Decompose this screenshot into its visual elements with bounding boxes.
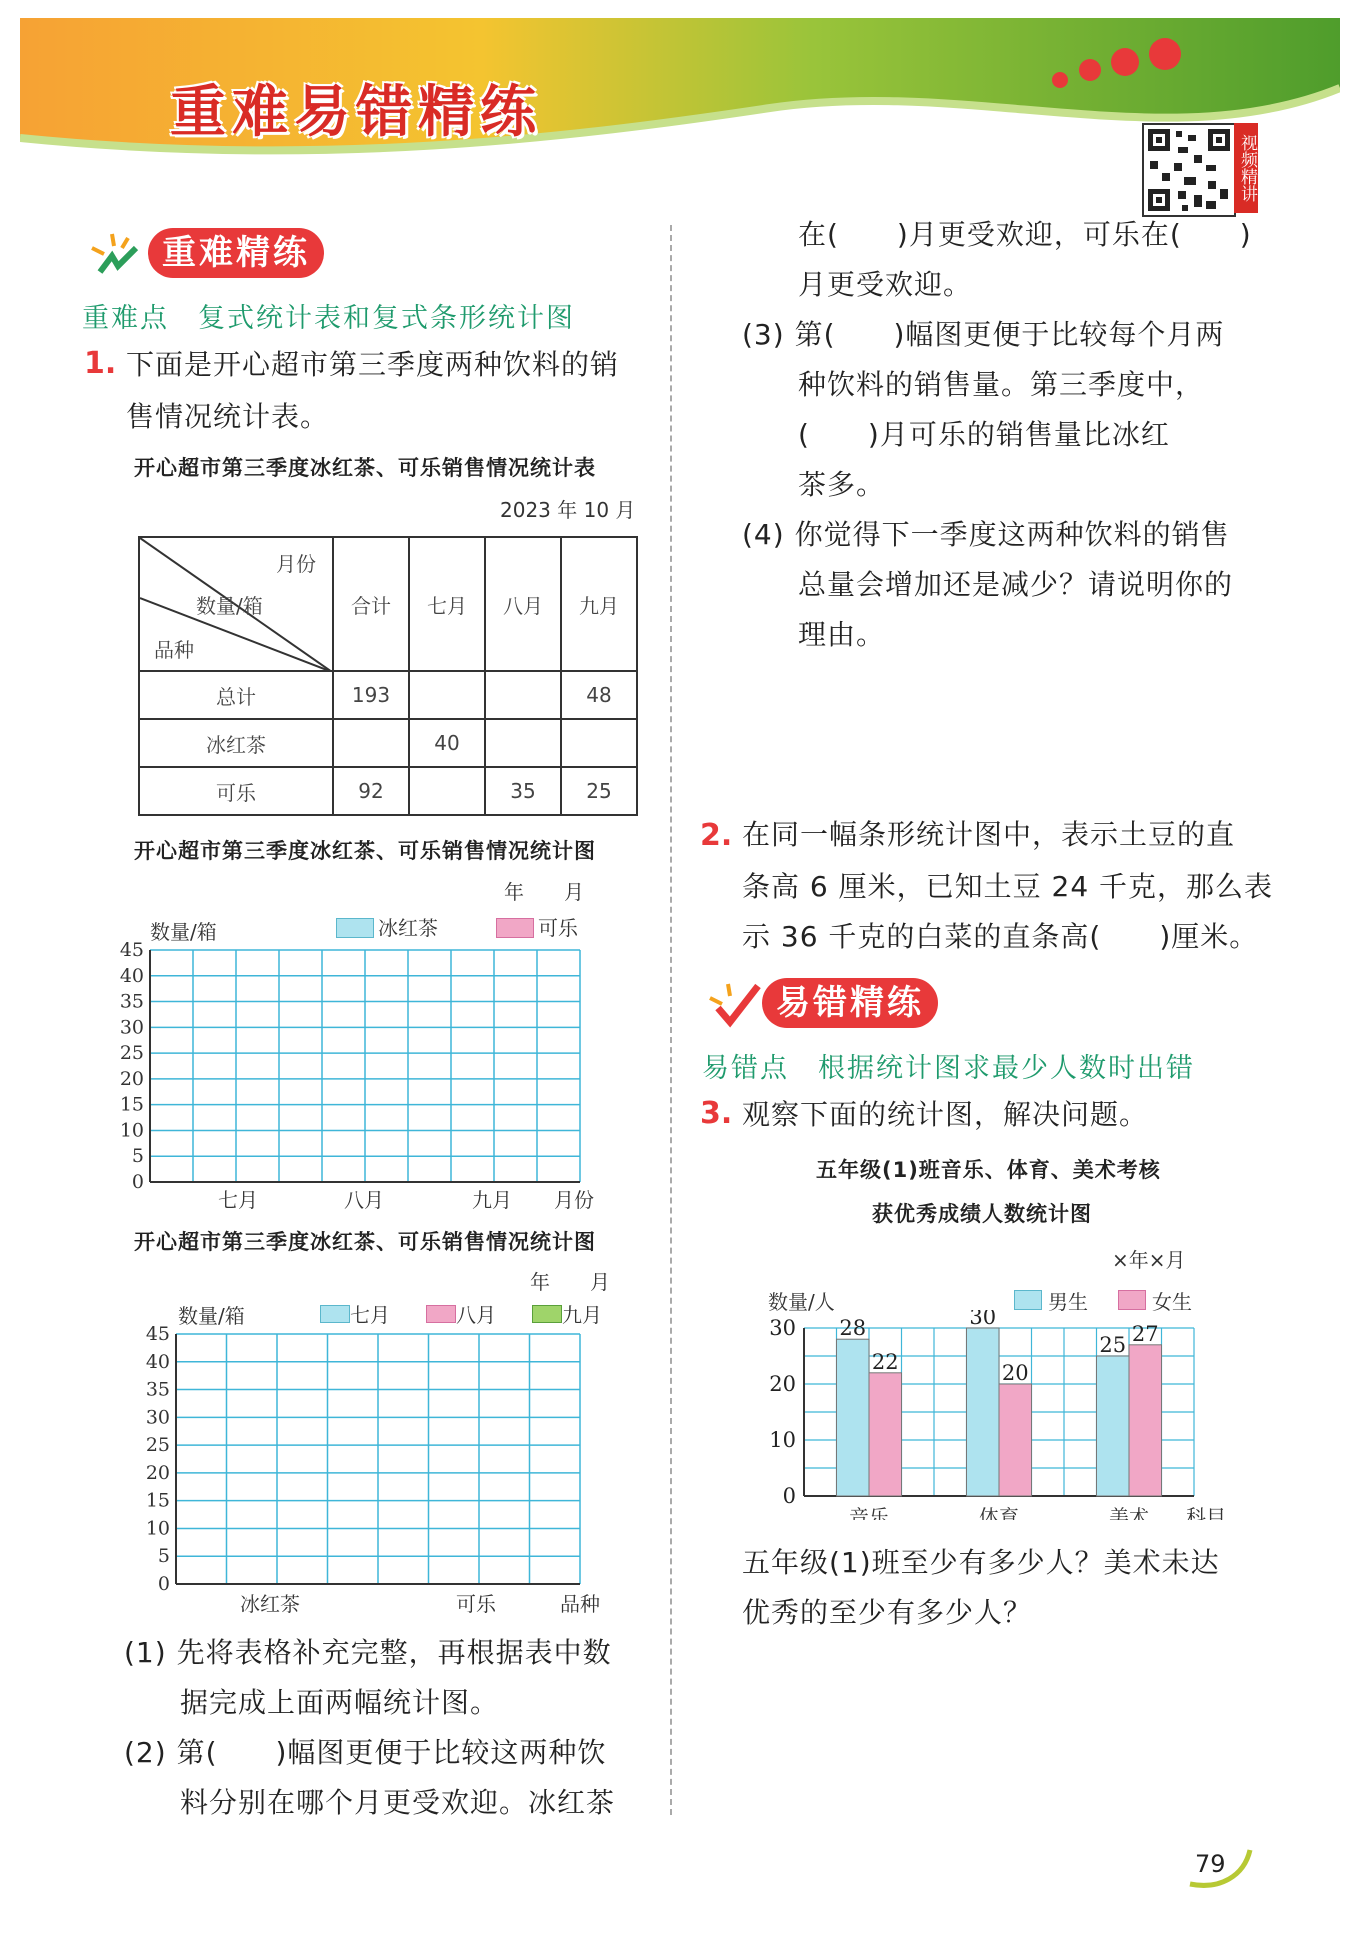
legend-swatch-girls <box>1118 1290 1146 1310</box>
legend-swatch-icetea <box>336 918 374 938</box>
y-tick-label: 20 <box>120 1067 144 1090</box>
legend-swatch-august <box>426 1305 456 1323</box>
header-qty: 数量/箱 <box>196 594 263 618</box>
y-tick-label: 40 <box>120 964 144 987</box>
x-label: 八月 <box>344 1188 384 1212</box>
q3-question: 优秀的至少有多少人？ <box>742 1596 1033 1629</box>
table-header-diagonal <box>139 537 333 671</box>
chart1-ylabel: 数量/箱 <box>150 920 217 944</box>
y-tick-label: 15 <box>120 1093 144 1116</box>
question-number: 1. <box>84 346 117 381</box>
y-tick-label: 20 <box>145 1461 170 1484</box>
data-label: 27 <box>1131 1321 1159 1346</box>
x-axis-label: 科目 <box>1186 1505 1226 1520</box>
chart2-title: 开心超市第三季度冰红茶、可乐销售情况统计图 <box>134 1230 596 1254</box>
table-col-header: 合计 <box>333 537 409 671</box>
y-tick-label: 10 <box>769 1428 796 1452</box>
q1-sub3: ( )月可乐的销售量比冰红 <box>798 418 1170 451</box>
table-row-label: 冰红茶 <box>139 719 333 767</box>
y-tick-label: 15 <box>145 1489 170 1512</box>
q1-text-line: 下面是开心超市第三季度两种饮料的销 <box>126 348 620 381</box>
table-col-header: 九月 <box>561 537 637 671</box>
q1-sub4: 总量会增加还是减少？请说明你的 <box>798 568 1234 601</box>
table-cell[interactable] <box>409 767 485 815</box>
x-axis-name: 品种 <box>560 1592 600 1616</box>
y-tick-label: 45 <box>120 940 144 961</box>
column-divider <box>670 225 672 1815</box>
data-label: 20 <box>1001 1361 1029 1385</box>
q1-sub3: 茶多。 <box>798 468 886 501</box>
table-cell[interactable] <box>409 671 485 719</box>
q1-sub2: (2) 第( )幅图更便于比较这两种饮 <box>124 1736 607 1769</box>
checkmark-icon <box>702 978 762 1028</box>
table-cell[interactable] <box>333 719 409 767</box>
legend-swatch-july <box>320 1305 350 1323</box>
y-tick-label: 25 <box>145 1434 170 1457</box>
chart-date: ×年×月 <box>1112 1248 1186 1272</box>
section-badge-hard: 重难精练 <box>148 228 324 278</box>
keypoint-hard: 重难点 复式统计表和复式条形统计图 <box>82 303 575 334</box>
y-tick-label: 10 <box>145 1517 170 1540</box>
table-cell[interactable] <box>485 671 561 719</box>
table-row-label: 总计 <box>139 671 333 719</box>
table-title: 开心超市第三季度冰红茶、可乐销售情况统计表 <box>134 456 596 480</box>
x-tick-label: 音乐 <box>849 1505 889 1520</box>
table-row-label: 可乐 <box>139 767 333 815</box>
x-label: 可乐 <box>456 1592 496 1616</box>
table-cell[interactable] <box>561 719 637 767</box>
blank-grid-chart-1 <box>120 940 600 1190</box>
x-tick-label: 美术 <box>1109 1505 1149 1520</box>
legend-label: 男生 <box>1048 1290 1088 1314</box>
data-label: 25 <box>1099 1333 1127 1357</box>
q2-text: 条高 6 厘米，已知土豆 24 千克，那么表 <box>742 870 1274 903</box>
chart-title: 五年级(1)班音乐、体育、美术考核 <box>816 1158 1161 1182</box>
q2-text: 在同一幅条形统计图中，表示土豆的直 <box>742 818 1236 851</box>
q1-sub4: (4) 你觉得下一季度这两种饮料的销售 <box>742 518 1230 551</box>
bar-boys <box>837 1339 870 1496</box>
chart1-title: 开心超市第三季度冰红茶、可乐销售情况统计图 <box>134 839 596 863</box>
legend-label: 九月 <box>562 1303 602 1327</box>
bar-chart <box>760 1310 1240 1520</box>
y-tick-label: 10 <box>120 1119 144 1142</box>
chart-subtitle: 获优秀成绩人数统计图 <box>872 1202 1092 1226</box>
table-cell[interactable]: 92 <box>333 767 409 815</box>
x-label: 九月 <box>472 1188 512 1212</box>
stats-table <box>138 536 638 816</box>
y-tick-label: 30 <box>769 1316 796 1340</box>
question-number: 3. <box>700 1096 733 1131</box>
keypoint-error: 易错点 根据统计图求最少人数时出错 <box>702 1053 1195 1084</box>
y-tick-label: 30 <box>145 1406 170 1429</box>
bar-boys <box>1097 1356 1130 1496</box>
bar-boys <box>967 1328 1000 1496</box>
y-tick-label: 0 <box>782 1484 796 1508</box>
chart2-ylabel: 数量/箱 <box>178 1304 245 1328</box>
header-month: 月份 <box>276 552 316 576</box>
legend-swatch-boys <box>1014 1290 1042 1310</box>
y-tick-label: 25 <box>120 1042 144 1065</box>
bar-girls <box>1129 1345 1162 1496</box>
q1-sub3: 种饮料的销售量。第三季度中， <box>798 368 1205 401</box>
q3-text: 观察下面的统计图，解决问题。 <box>742 1098 1149 1131</box>
q3-question: 五年级(1)班至少有多少人？美术未达 <box>742 1546 1220 1579</box>
section-badge-error: 易错精练 <box>762 978 938 1028</box>
table-cell[interactable]: 193 <box>333 671 409 719</box>
sparkle-icon <box>82 228 142 278</box>
x-tick-label: 体育 <box>979 1505 1019 1520</box>
chart2-date: 年 月 <box>530 1270 610 1294</box>
data-label: 28 <box>839 1316 867 1341</box>
bar-girls <box>869 1373 902 1496</box>
chart1-date: 年 月 <box>504 880 584 904</box>
table-date: 2023 年 10 月 <box>500 498 636 522</box>
legend-label: 女生 <box>1152 1290 1192 1314</box>
legend-swatch-september <box>532 1305 562 1323</box>
legend-swatch-cola <box>496 918 534 938</box>
legend-label: 冰红茶 <box>378 916 438 940</box>
table-cell[interactable] <box>485 719 561 767</box>
y-tick-label: 35 <box>120 990 144 1013</box>
q1-sub2: 月更受欢迎。 <box>798 268 973 301</box>
legend-label: 七月 <box>350 1303 390 1327</box>
qr-code[interactable] <box>1142 123 1236 217</box>
x-label: 七月 <box>218 1188 258 1212</box>
table-cell[interactable]: 25 <box>561 767 637 815</box>
q1-sub4: 理由。 <box>798 618 886 651</box>
page-title: 重难易错精练 <box>170 80 542 145</box>
qr-label: 视频精讲 <box>1234 123 1258 213</box>
data-label: 22 <box>871 1349 899 1374</box>
y-tick-label: 5 <box>157 1545 170 1568</box>
y-tick-label: 35 <box>145 1378 170 1401</box>
y-tick-label: 30 <box>120 1016 144 1039</box>
x-axis-name: 月份 <box>554 1188 594 1212</box>
table-cell[interactable]: 40 <box>409 719 485 767</box>
page-number: 79 <box>1195 1850 1226 1878</box>
blank-grid-chart-2 <box>140 1324 600 1594</box>
table-cell[interactable]: 35 <box>485 767 561 815</box>
table-col-header: 八月 <box>485 537 561 671</box>
q1-text-line: 售情况统计表。 <box>126 400 330 433</box>
y-tick-label: 5 <box>131 1145 144 1168</box>
question-number: 2. <box>700 818 733 853</box>
q1-sub2: 在( )月更受欢迎，可乐在( ) <box>798 218 1252 251</box>
bar-girls <box>999 1384 1032 1496</box>
y-tick-label: 45 <box>145 1324 170 1345</box>
y-tick-label: 20 <box>769 1372 796 1396</box>
legend-label: 可乐 <box>538 916 578 940</box>
y-tick-label: 40 <box>145 1350 170 1373</box>
y-tick-label: 0 <box>157 1573 170 1594</box>
y-tick-label: 0 <box>131 1171 144 1190</box>
table-cell[interactable]: 48 <box>561 671 637 719</box>
table-col-header: 七月 <box>409 537 485 671</box>
data-label: 30 <box>969 1310 997 1329</box>
header-kind: 品种 <box>154 638 194 662</box>
q1-sub3: (3) 第( )幅图更便于比较每个月两 <box>742 318 1225 351</box>
q1-sub1: 据完成上面两幅统计图。 <box>180 1686 500 1719</box>
legend-label: 八月 <box>456 1303 496 1327</box>
q2-text: 示 36 千克的白菜的直条高( )厘米。 <box>742 920 1259 953</box>
q1-sub1: (1) 先将表格补充完整，再根据表中数 <box>124 1636 612 1669</box>
q1-sub2: 料分别在哪个月更受欢迎。冰红茶 <box>180 1786 616 1819</box>
x-label: 冰红茶 <box>240 1592 300 1616</box>
chart-ylabel: 数量/人 <box>768 1290 835 1314</box>
